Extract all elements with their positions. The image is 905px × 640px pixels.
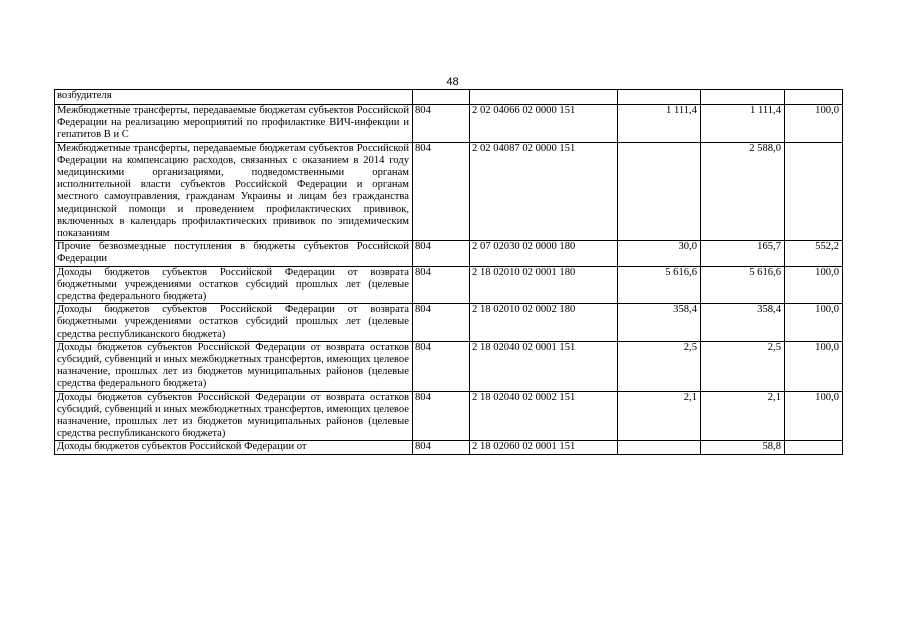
row-planned-amount: 358,4	[618, 304, 701, 342]
row-executed-amount	[701, 90, 785, 105]
row-admin-code: 804	[413, 441, 470, 454]
table-row	[55, 304, 843, 342]
table-row	[55, 341, 843, 391]
row-budget-code: 2 07 02030 02 0000 180	[470, 241, 618, 266]
row-executed-amount: 165,7	[701, 241, 785, 266]
row-execution-percent: 100,0	[785, 266, 843, 304]
row-planned-amount	[618, 90, 701, 105]
row-executed-amount: 358,4	[701, 304, 785, 342]
row-executed-amount: 2,1	[701, 391, 785, 441]
row-description: Доходы бюджетов субъектов Российской Федерации от возврата остатков субсидий, субвенций и иных межбюджетных трансфертов, имеющих целевое назначение, прошлых лет из бюджетов муниципальных районов (целевые средства федерального бюджета)	[55, 341, 413, 391]
row-budget-code: 2 18 02040 02 0001 151	[470, 341, 618, 391]
row-budget-code: 2 02 04087 02 0000 151	[470, 142, 618, 241]
table-row	[55, 441, 843, 454]
table-row	[55, 105, 843, 143]
row-admin-code: 804	[413, 266, 470, 304]
row-planned-amount	[618, 441, 701, 454]
row-executed-amount: 2 588,0	[701, 142, 785, 241]
row-budget-code: 2 02 04066 02 0000 151	[470, 105, 618, 143]
row-budget-code: 2 18 02040 02 0002 151	[470, 391, 618, 441]
row-planned-amount: 5 616,6	[618, 266, 701, 304]
row-execution-percent	[785, 90, 843, 105]
row-admin-code: 804	[413, 241, 470, 266]
row-execution-percent: 100,0	[785, 105, 843, 143]
row-budget-code: 2 18 02060 02 0001 151	[470, 441, 618, 454]
row-admin-code: 804	[413, 391, 470, 441]
row-admin-code: 804	[413, 304, 470, 342]
table-row	[55, 391, 843, 441]
page-number: 48	[446, 76, 459, 88]
row-budget-code	[470, 90, 618, 105]
row-planned-amount: 2,5	[618, 341, 701, 391]
row-description: Доходы бюджетов субъектов Российской Федерации от возврата бюджетными учреждениями остатков субсидий прошлых лет (целевые средства федерального бюджета)	[55, 266, 413, 304]
row-description: Доходы бюджетов субъектов Российской Федерации от возврата бюджетными учреждениями остатков субсидий прошлых лет (целевые средства республиканского бюджета)	[55, 304, 413, 342]
row-planned-amount	[618, 142, 701, 241]
row-planned-amount: 2,1	[618, 391, 701, 441]
row-description: Межбюджетные трансферты, передаваемые бюджетам субъектов Российской Федерации на компенсацию расходов, связанных с оказанием в 2014 году медицинскими организациями, подведомственными органам исполнительной власти субъектов Российской Федерации и органам местного самоуправления, гражданам Украины и лицам без гражданства медицинской помощи и проведением профилактических прививок, включенных в календарь профилактических прививок по эпидемическим показаниям	[55, 142, 413, 241]
table-row	[55, 266, 843, 304]
budget-revenue-table	[54, 89, 843, 455]
row-execution-percent: 100,0	[785, 391, 843, 441]
row-admin-code	[413, 90, 470, 105]
row-execution-percent: 100,0	[785, 341, 843, 391]
row-description: Доходы бюджетов субъектов Российской Федерации от возврата остатков субсидий, субвенций и иных межбюджетных трансфертов, имеющих целевое назначение, прошлых лет из бюджетов муниципальных районов (целевые средства республиканского бюджета)	[55, 391, 413, 441]
row-execution-percent: 100,0	[785, 304, 843, 342]
row-planned-amount: 1 111,4	[618, 105, 701, 143]
row-description: Прочие безвозмездные поступления в бюджеты субъектов Российской Федерации	[55, 241, 413, 266]
row-admin-code: 804	[413, 105, 470, 143]
table-row	[55, 142, 843, 241]
row-admin-code: 804	[413, 341, 470, 391]
table-row	[55, 241, 843, 266]
row-description: Доходы бюджетов субъектов Российской Федерации от	[55, 441, 413, 454]
row-planned-amount: 30,0	[618, 241, 701, 266]
row-description: возбудителя	[55, 90, 413, 105]
row-executed-amount: 5 616,6	[701, 266, 785, 304]
row-admin-code: 804	[413, 142, 470, 241]
row-executed-amount: 58,8	[701, 441, 785, 454]
row-execution-percent	[785, 142, 843, 241]
row-description: Межбюджетные трансферты, передаваемые бюджетам субъектов Российской Федерации на реализацию мероприятий по профилактике ВИЧ-инфекции и гепатитов В и С	[55, 105, 413, 143]
row-executed-amount: 1 111,4	[701, 105, 785, 143]
row-execution-percent: 552,2	[785, 241, 843, 266]
table-row	[55, 90, 843, 105]
row-budget-code: 2 18 02010 02 0001 180	[470, 266, 618, 304]
row-executed-amount: 2,5	[701, 341, 785, 391]
row-execution-percent	[785, 441, 843, 454]
row-budget-code: 2 18 02010 02 0002 180	[470, 304, 618, 342]
